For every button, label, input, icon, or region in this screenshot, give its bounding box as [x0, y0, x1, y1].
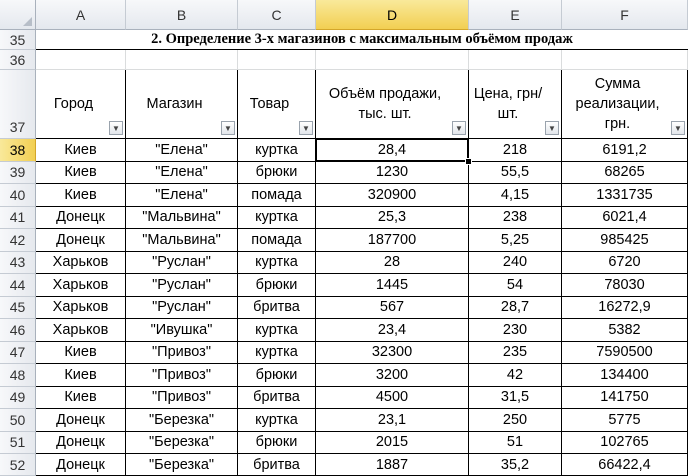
empty-cell-a36[interactable] — [36, 50, 126, 70]
cell-f40[interactable]: 1331735 — [562, 184, 688, 207]
column-header-e[interactable]: E — [469, 0, 562, 30]
empty-cell-e36[interactable] — [469, 50, 562, 70]
row-header-41[interactable]: 41 — [0, 207, 36, 230]
cell-e49[interactable]: 31,5 — [469, 387, 562, 410]
fill-handle[interactable] — [465, 158, 472, 165]
cell-a48[interactable]: Киев — [36, 364, 126, 387]
cell-c45[interactable]: бритва — [238, 297, 316, 320]
filter-dropdown-button[interactable]: ▼ — [452, 121, 466, 135]
cell-f43[interactable]: 6720 — [562, 252, 688, 275]
cell-f52[interactable]: 66422,4 — [562, 454, 688, 476]
column-header-a[interactable]: A — [36, 0, 126, 30]
cell-e39[interactable]: 55,5 — [469, 162, 562, 185]
row-header-45[interactable]: 45 — [0, 297, 36, 320]
cell-d39[interactable]: 1230 — [316, 162, 469, 185]
cell-d40[interactable]: 320900 — [316, 184, 469, 207]
row-header-52[interactable]: 52 — [0, 454, 36, 476]
cell-e45[interactable]: 28,7 — [469, 297, 562, 320]
cell-d38[interactable]: 28,4 — [316, 139, 469, 162]
cell-f39[interactable]: 68265 — [562, 162, 688, 185]
cell-c46[interactable]: куртка — [238, 319, 316, 342]
column-header-f[interactable]: F — [562, 0, 688, 30]
row-header-38[interactable]: 38 — [0, 139, 36, 162]
cell-d44[interactable]: 1445 — [316, 274, 469, 297]
cell-d42[interactable]: 187700 — [316, 229, 469, 252]
cell-b46[interactable]: "Ивушка" — [126, 319, 238, 342]
cell-c38[interactable]: куртка — [238, 139, 316, 162]
cell-b43[interactable]: "Руслан" — [126, 252, 238, 275]
cell-a50[interactable]: Донецк — [36, 409, 126, 432]
row-header-40[interactable]: 40 — [0, 184, 36, 207]
cell-f51[interactable]: 102765 — [562, 432, 688, 455]
cell-f49[interactable]: 141750 — [562, 387, 688, 410]
cell-a39[interactable]: Киев — [36, 162, 126, 185]
row-header-47[interactable]: 47 — [0, 342, 36, 365]
cell-a46[interactable]: Харьков — [36, 319, 126, 342]
cell-e43[interactable]: 240 — [469, 252, 562, 275]
cell-c49[interactable]: бритва — [238, 387, 316, 410]
cell-b52[interactable]: "Березка" — [126, 454, 238, 476]
column-header-d[interactable]: D — [316, 0, 469, 30]
cell-d41[interactable]: 25,3 — [316, 207, 469, 230]
row-header-35[interactable]: 35 — [0, 30, 36, 50]
cell-f46[interactable]: 5382 — [562, 319, 688, 342]
cell-c50[interactable]: куртка — [238, 409, 316, 432]
cell-d50[interactable]: 23,1 — [316, 409, 469, 432]
row-header-37[interactable]: 37 — [0, 70, 36, 139]
cell-c48[interactable]: брюки — [238, 364, 316, 387]
filter-dropdown-button[interactable]: ▼ — [221, 121, 235, 135]
cell-f45[interactable]: 16272,9 — [562, 297, 688, 320]
cell-a51[interactable]: Донецк — [36, 432, 126, 455]
row-header-49[interactable]: 49 — [0, 387, 36, 410]
cell-f47[interactable]: 7590500 — [562, 342, 688, 365]
cell-b44[interactable]: "Руслан" — [126, 274, 238, 297]
filter-dropdown-button[interactable]: ▼ — [299, 121, 313, 135]
cell-b38[interactable]: "Елена" — [126, 139, 238, 162]
cell-a38[interactable]: Киев — [36, 139, 126, 162]
filter-dropdown-button[interactable]: ▼ — [545, 121, 559, 135]
cell-e50[interactable]: 250 — [469, 409, 562, 432]
cell-c47[interactable]: куртка — [238, 342, 316, 365]
row-header-51[interactable]: 51 — [0, 432, 36, 455]
cell-e44[interactable]: 54 — [469, 274, 562, 297]
column-title-text: Город — [53, 96, 94, 112]
cell-c41[interactable]: куртка — [238, 207, 316, 230]
cell-d48[interactable]: 3200 — [316, 364, 469, 387]
empty-cell-f36[interactable] — [562, 50, 688, 70]
column-title-text: Сумма реализации, грн. — [575, 76, 660, 132]
column-title-text: Товар — [249, 96, 290, 112]
cell-d47[interactable]: 32300 — [316, 342, 469, 365]
cell-e46[interactable]: 230 — [469, 319, 562, 342]
cell-f42[interactable]: 985425 — [562, 229, 688, 252]
column-title-text: Магазин — [146, 96, 203, 112]
cell-b48[interactable]: "Привоз" — [126, 364, 238, 387]
cell-c42[interactable]: помада — [238, 229, 316, 252]
column-header-c[interactable]: C — [238, 0, 316, 30]
cell-b39[interactable]: "Елена" — [126, 162, 238, 185]
cell-f38[interactable]: 6191,2 — [562, 139, 688, 162]
cell-f41[interactable]: 6021,4 — [562, 207, 688, 230]
cell-d45[interactable]: 567 — [316, 297, 469, 320]
column-title-text: Цена, грн/шт. — [473, 86, 543, 122]
cell-a49[interactable]: Киев — [36, 387, 126, 410]
cell-e41[interactable]: 238 — [469, 207, 562, 230]
cell-e47[interactable]: 235 — [469, 342, 562, 365]
select-all-corner[interactable] — [0, 0, 36, 30]
cell-d46[interactable]: 23,4 — [316, 319, 469, 342]
cell-a44[interactable]: Харьков — [36, 274, 126, 297]
cell-f50[interactable]: 5775 — [562, 409, 688, 432]
cell-d43[interactable]: 28 — [316, 252, 469, 275]
cell-a41[interactable]: Донецк — [36, 207, 126, 230]
row-header-39[interactable]: 39 — [0, 162, 36, 185]
cell-b45[interactable]: "Руслан" — [126, 297, 238, 320]
row-header-46[interactable]: 46 — [0, 319, 36, 342]
cell-f48[interactable]: 134400 — [562, 364, 688, 387]
select-all-triangle-icon — [23, 17, 32, 26]
filter-dropdown-button[interactable]: ▼ — [109, 121, 123, 135]
filter-dropdown-button[interactable]: ▼ — [671, 121, 685, 135]
cell-b41[interactable]: "Мальвина" — [126, 207, 238, 230]
cell-c52[interactable]: бритва — [238, 454, 316, 476]
cell-e48[interactable]: 42 — [469, 364, 562, 387]
cell-a47[interactable]: Киев — [36, 342, 126, 365]
cell-b47[interactable]: "Привоз" — [126, 342, 238, 365]
table-title: 2. Определение 3-х магазинов с максимальным объёмом продаж — [36, 30, 688, 50]
column-header-b[interactable]: B — [126, 0, 238, 30]
column-title-text: Объём продажи, тыс. шт. — [328, 86, 442, 122]
cell-f44[interactable]: 78030 — [562, 274, 688, 297]
cell-a43[interactable]: Харьков — [36, 252, 126, 275]
cell-e38[interactable]: 218 — [469, 139, 562, 162]
empty-cell-c36[interactable] — [238, 50, 316, 70]
cell-c44[interactable]: брюки — [238, 274, 316, 297]
cell-b50[interactable]: "Березка" — [126, 409, 238, 432]
cell-e52[interactable]: 35,2 — [469, 454, 562, 476]
cell-c40[interactable]: помада — [238, 184, 316, 207]
column-title-4 — [316, 70, 469, 139]
cell-b40[interactable]: "Елена" — [126, 184, 238, 207]
row-header-42[interactable]: 42 — [0, 229, 36, 252]
cell-c43[interactable]: куртка — [238, 252, 316, 275]
row-header-44[interactable]: 44 — [0, 274, 36, 297]
cell-c51[interactable]: брюки — [238, 432, 316, 455]
cell-d51[interactable]: 2015 — [316, 432, 469, 455]
cell-e40[interactable]: 4,15 — [469, 184, 562, 207]
cell-a52[interactable]: Донецк — [36, 454, 126, 476]
cell-a45[interactable]: Харьков — [36, 297, 126, 320]
column-title-6 — [562, 70, 688, 139]
empty-cell-b36[interactable] — [126, 50, 238, 70]
row-header-48[interactable]: 48 — [0, 364, 36, 387]
cell-b42[interactable]: "Мальвина" — [126, 229, 238, 252]
row-header-43[interactable]: 43 — [0, 252, 36, 275]
cell-c39[interactable]: брюки — [238, 162, 316, 185]
cell-a40[interactable]: Киев — [36, 184, 126, 207]
cell-b51[interactable]: "Березка" — [126, 432, 238, 455]
cell-a42[interactable]: Донецк — [36, 229, 126, 252]
cell-b49[interactable]: "Привоз" — [126, 387, 238, 410]
row-header-36[interactable]: 36 — [0, 50, 36, 70]
cell-e42[interactable]: 5,25 — [469, 229, 562, 252]
empty-cell-d36[interactable] — [316, 50, 469, 70]
cell-e51[interactable]: 51 — [469, 432, 562, 455]
cell-d52[interactable]: 1887 — [316, 454, 469, 476]
row-header-50[interactable]: 50 — [0, 409, 36, 432]
cell-d49[interactable]: 4500 — [316, 387, 469, 410]
